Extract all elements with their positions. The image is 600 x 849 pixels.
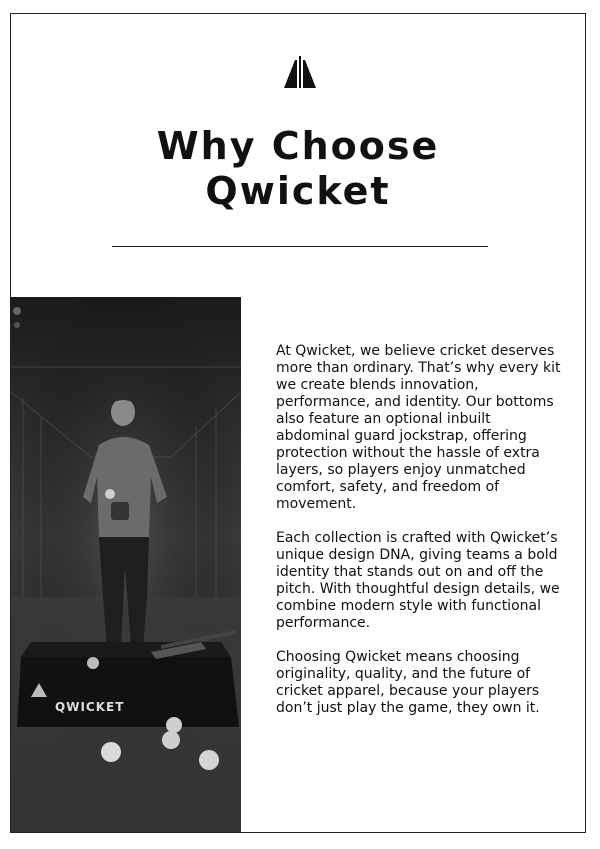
qwicket-logo-icon (280, 54, 320, 90)
title-divider (112, 246, 488, 247)
page-title (10, 124, 586, 214)
paragraph-2: Each collection is crafted with Qwicket’s unique design DNA, giving teams a bold identity that stands out on and off the pitch. With thoughtful design details, we combine modern style with functional performance. (276, 530, 560, 631)
title-line-1: Why Choose (156, 124, 440, 168)
bag-brand-text: QWICKET (55, 700, 125, 714)
paragraph-3: Choosing Qwicket means choosing originality, quality, and the future of cricket apparel, because your players don’t just play the game, they own it. (276, 649, 540, 716)
paragraph-1: At Qwicket, we believe cricket deserves more than ordinary. That’s why every kit we create blends innovation, performance, and identity. Our bottoms also feature an optional inbuilt abdominal guard jockstrap, offering protection without the hassle of extra layers, so players enjoy unmatched comfort, safety, and freedom of movement. (276, 343, 561, 512)
title-line-2: Qwicket (205, 169, 391, 213)
cricket-player-photo (11, 297, 241, 832)
body-copy (276, 343, 566, 734)
